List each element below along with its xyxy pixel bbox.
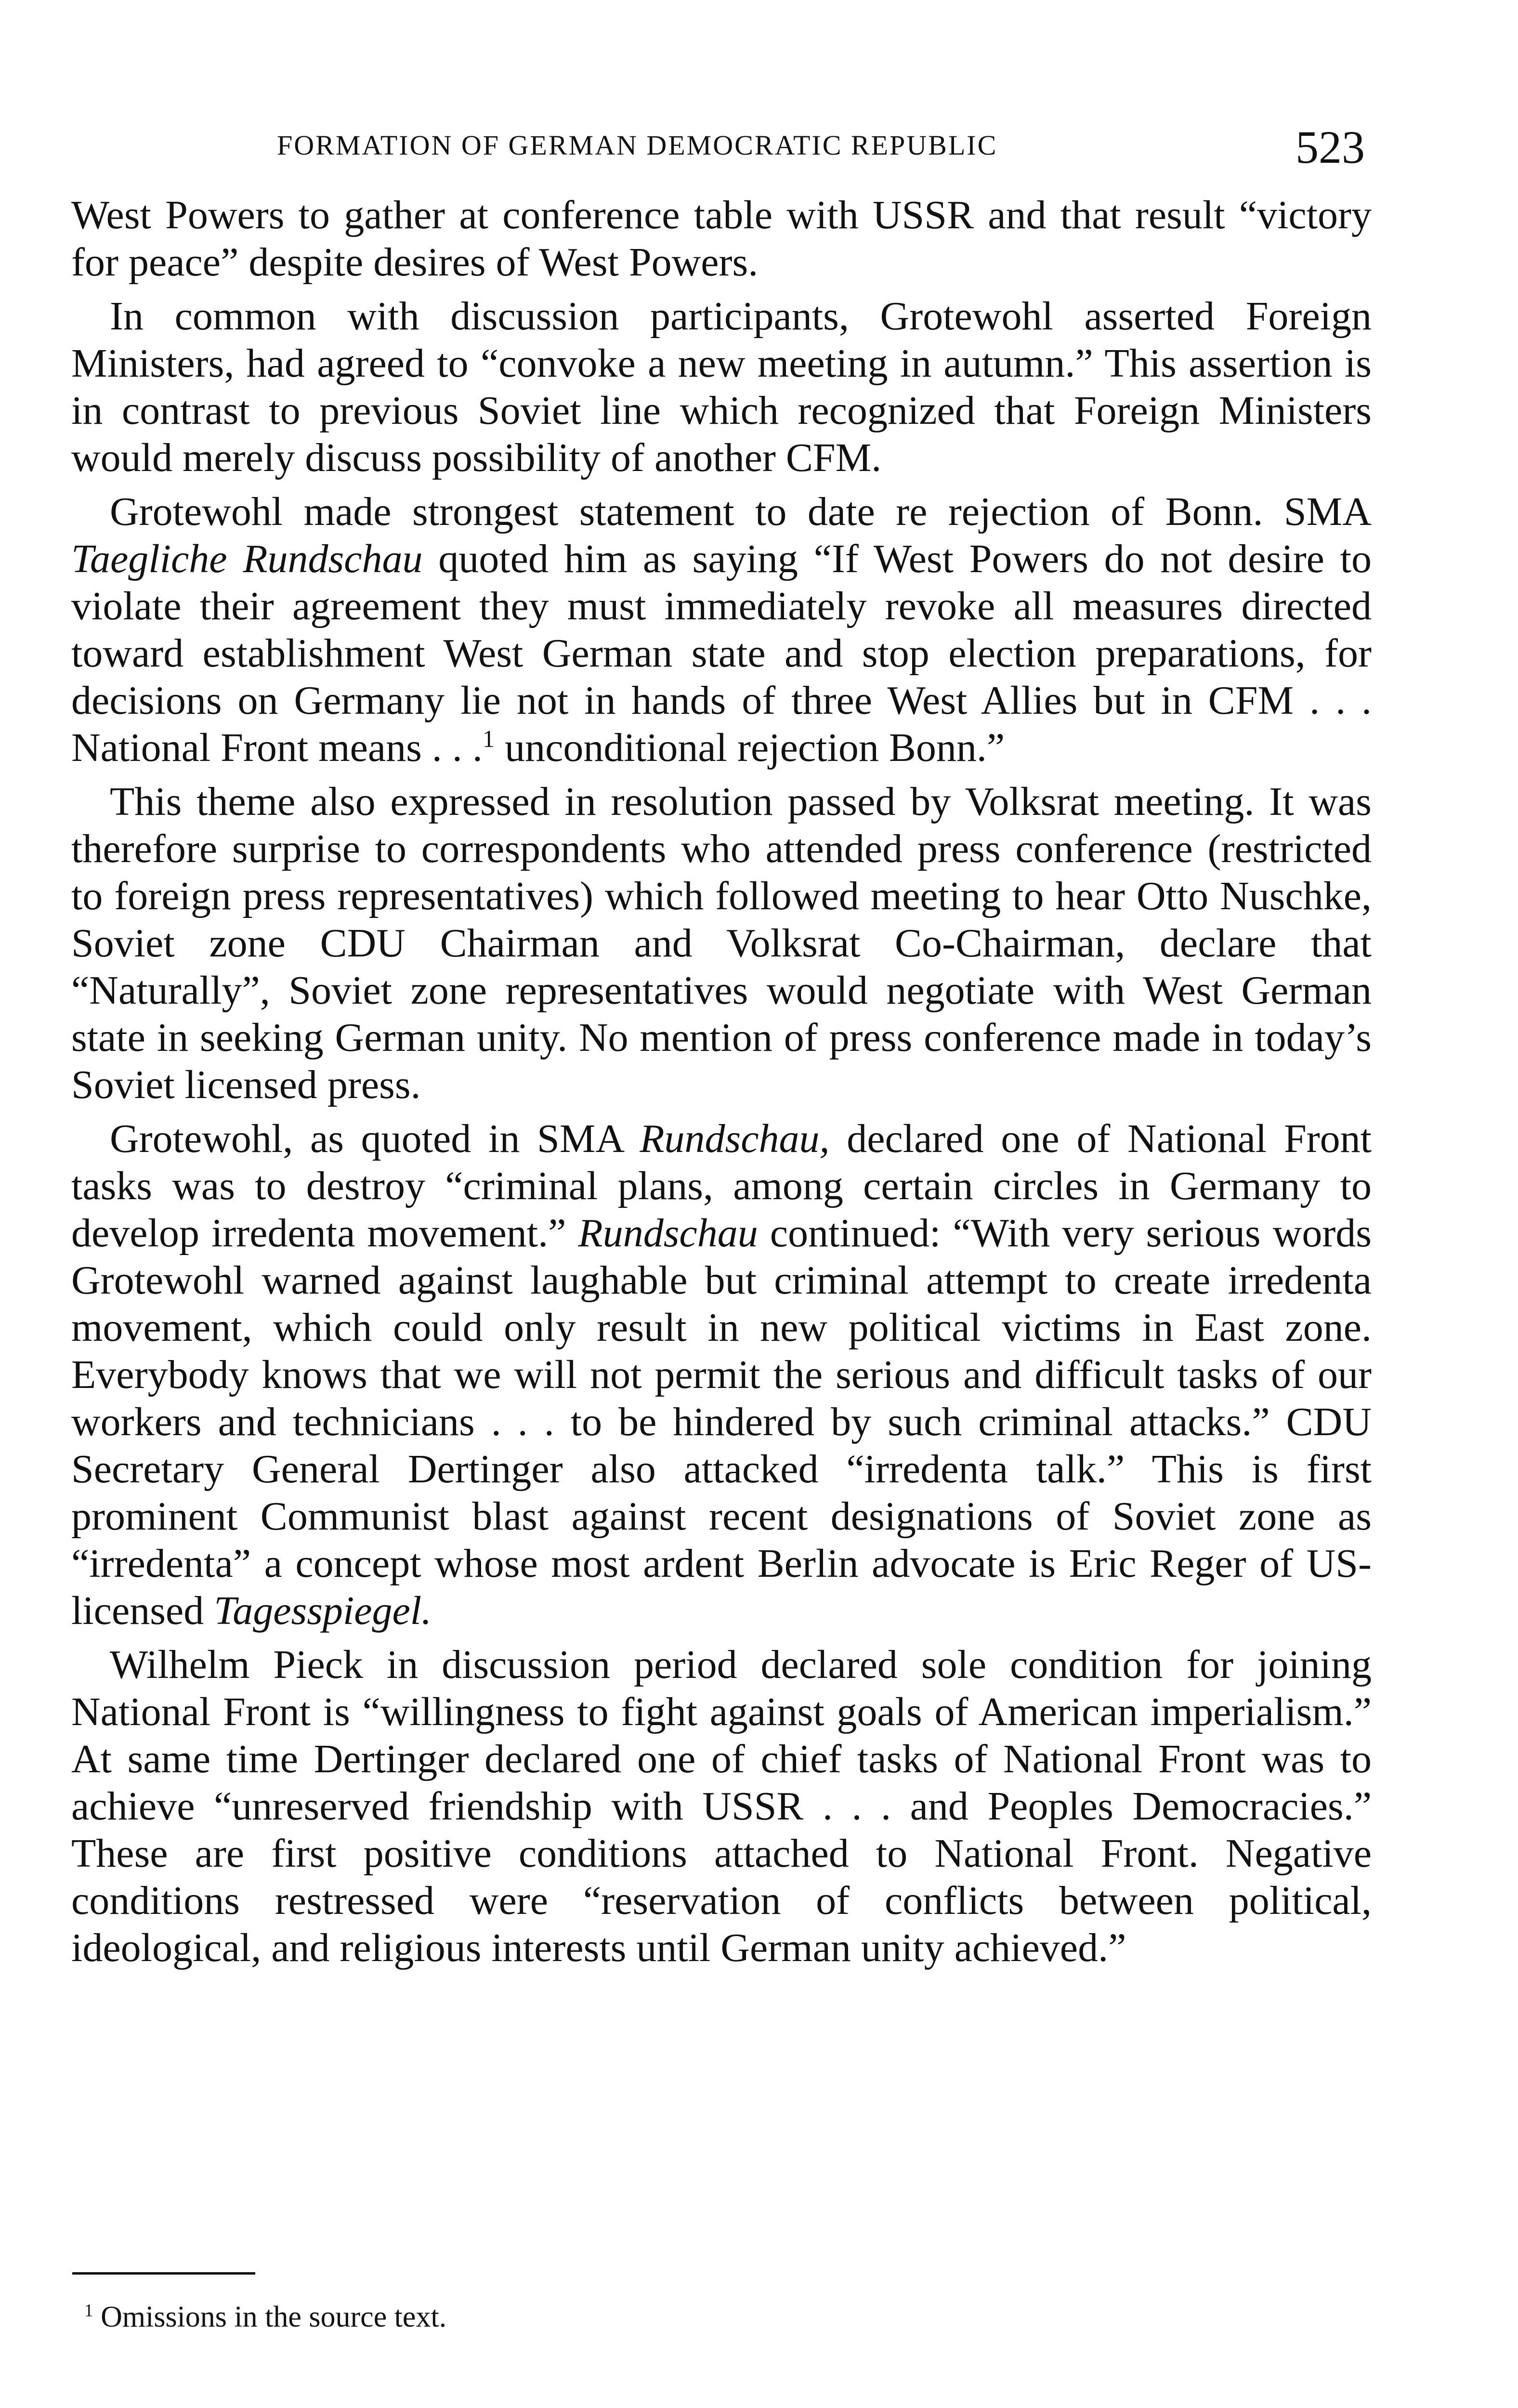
text-run: continued: “With very serious words Grotewohl warned against laughable but criminal attempt to create irredenta movement, which could only result in new political victims in East zone. Everybody knows that we will not permit the serious and difficult tasks of our workers and technicians . . . to be hindered by such criminal attacks.” CDU Secretary General Dertinger also attacked “irredenta talk.” This is first prominent Communist blast against recent designations of Soviet zone as “irredenta” a concept whose most ardent Berlin advocate is Eric Reger of US-licensed bbox=[71, 1211, 1372, 1633]
footnote-mark: 1 bbox=[84, 2301, 93, 2321]
footnote bbox=[84, 2300, 1144, 2334]
page-number: 523 bbox=[1296, 121, 1365, 173]
text-run: West Powers to gather at conference table with USSR and that result “victory for peace” despite desires of West Powers. bbox=[71, 193, 1372, 285]
running-head-title: FORMATION OF GERMAN DEMOCRATIC REPUBLIC bbox=[277, 130, 998, 161]
italic-title: Tagesspiegel. bbox=[214, 1588, 432, 1633]
text-run: unconditional rejection Bonn.” bbox=[495, 725, 1005, 770]
footnote-reference: 1 bbox=[482, 725, 495, 752]
text-run: Grotewohl, as quoted in SMA bbox=[110, 1116, 640, 1161]
paragraph bbox=[71, 778, 1372, 1109]
italic-title: Rundschau bbox=[578, 1211, 758, 1256]
footnote-divider bbox=[72, 2272, 255, 2275]
italic-title: Taegliche Rundschau bbox=[71, 537, 423, 581]
paragraph bbox=[71, 293, 1372, 482]
paragraph bbox=[71, 488, 1372, 772]
paragraph bbox=[71, 1641, 1372, 1972]
text-run: Wilhelm Pieck in discussion period declared sole condition for joining National Front is “willingness to fight against goals of American imperialism.” At same time Dertinger declared one of chief tasks of National Front was to achieve “unreserved friendship with USSR . . . and Peoples Democracies.” These are first positive conditions attached to National Front. Negative conditions restressed were “reservation of conflicts between political, ideological, and religious interests until German unity achieved.” bbox=[71, 1642, 1372, 1970]
text-run: In common with discussion participants, Grotewohl asserted Foreign Ministers, had agreed to “convoke a new meeting in autumn.” This assertion is in contrast to previous Soviet line which recognized that Foreign Ministers would merely discuss possibility of another CFM. bbox=[71, 294, 1372, 480]
text-run: quoted him as saying “If West Powers do not desire to violate their agreement they must immediately revoke all measures directed toward establishment West German state and stop election preparations, for decisions on Germany lie not in hands of three West Allies but in CFM . . . National Front means . . . bbox=[71, 537, 1372, 770]
footnote-text: Omissions in the source text. bbox=[101, 2301, 447, 2333]
text-run: This theme also expressed in resolution passed by Volksrat meeting. It was therefore surprise to correspondents who attended press conference (restricted to foreign press representatives) which followed meeting to hear Otto Nuschke, Soviet zone CDU Chairman and Volksrat Co-Chairman, declare that “Naturally”, Soviet zone representatives would negotiate with West German state in seeking German unity. No mention of press conference made in today’s Soviet licensed press. bbox=[71, 779, 1372, 1107]
paragraph bbox=[71, 192, 1372, 286]
body-text bbox=[71, 192, 1372, 1978]
text-run: declared one of National Front tasks was to destroy “criminal plans, among certain circles in Germany to develop irredenta movement.” bbox=[71, 1116, 1372, 1256]
italic-title: Rundschau, bbox=[640, 1116, 830, 1161]
paragraph bbox=[71, 1115, 1372, 1635]
text-run: Grotewohl made strongest statement to date re rejection of Bonn. SMA bbox=[110, 489, 1372, 534]
